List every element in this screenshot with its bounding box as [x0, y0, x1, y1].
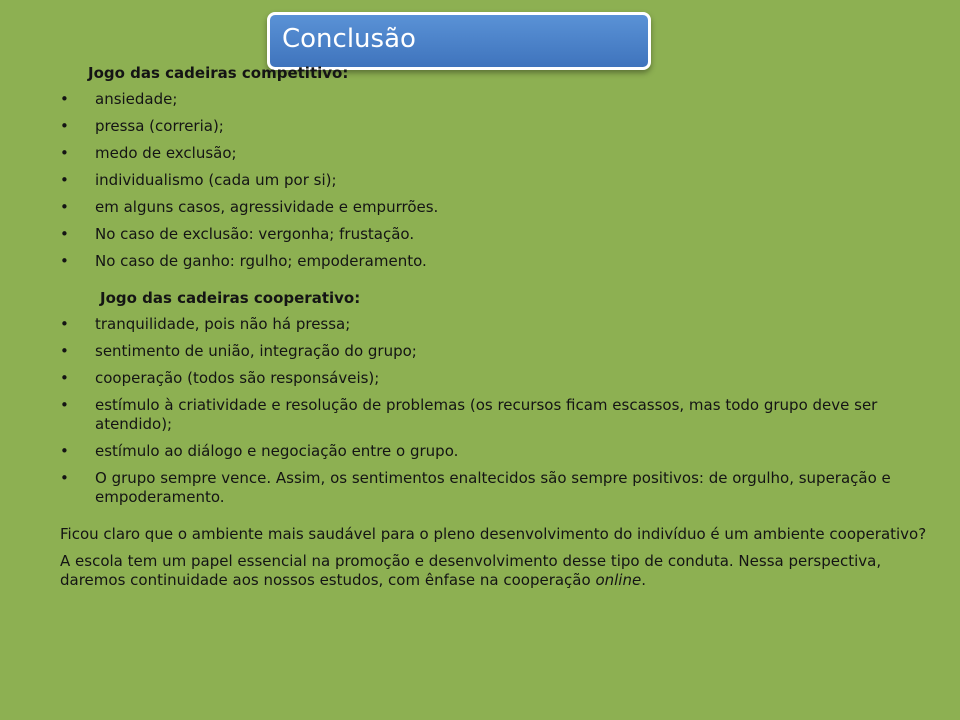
list-item [60, 469, 940, 507]
list-item [60, 198, 940, 217]
list-item-text: tranquilidade, pois não há pressa; [95, 315, 351, 333]
competitive-list [60, 90, 940, 271]
list-item [60, 315, 940, 334]
list-item-text: pressa (correria); [95, 117, 224, 135]
list-item-text: em alguns casos, agressividade e empurrões. [95, 198, 439, 216]
list-item-text: No caso de exclusão: vergonha; frustação. [95, 225, 415, 243]
closing-paragraph [60, 552, 940, 590]
list-item [60, 252, 940, 271]
list-item-text: No caso de ganho: rgulho; empoderamento. [95, 252, 427, 270]
bullet-icon: • [60, 117, 69, 135]
conclusion-question: Ficou claro que o ambiente mais saudável para o pleno desenvolvimento do indivíduo é um ambiente cooperativo? [60, 525, 927, 543]
bullet-icon: • [60, 315, 69, 333]
list-item [60, 171, 940, 190]
cooperative-list [60, 315, 940, 507]
list-item [60, 144, 940, 163]
competitive-heading: Jogo das cadeiras competitivo: [88, 64, 349, 82]
list-item [60, 396, 940, 434]
bullet-icon: • [60, 469, 69, 487]
bullet-icon: • [60, 369, 69, 387]
list-item [60, 342, 940, 361]
slide-title: Conclusão [282, 24, 416, 54]
bullet-icon: • [60, 144, 69, 162]
bullet-icon: • [60, 396, 69, 414]
bullet-icon: • [60, 90, 69, 108]
title-box [267, 12, 651, 70]
list-item-text: ansiedade; [95, 90, 178, 108]
bullet-icon: • [60, 225, 69, 243]
list-item-text: sentimento de união, integração do grupo; [95, 342, 417, 360]
list-item [60, 225, 940, 244]
closing-text: A escola tem um papel essencial na promoção e desenvolvimento desse tipo de conduta. Nessa perspectiva, daremos continuidade aos nossos estudos, com ênfase na cooperação [60, 552, 882, 589]
bullet-icon: • [60, 252, 69, 270]
list-item-text: individualismo (cada um por si); [95, 171, 337, 189]
list-item-text: medo de exclusão; [95, 144, 237, 162]
closing-emphasis: online [595, 571, 642, 589]
list-item [60, 90, 940, 109]
list-item [60, 369, 940, 388]
list-item-text: estímulo ao diálogo e negociação entre o grupo. [95, 442, 459, 460]
bullet-icon: • [60, 198, 69, 216]
bullet-icon: • [60, 442, 69, 460]
cooperative-heading: Jogo das cadeiras cooperativo: [100, 289, 361, 307]
list-item [60, 442, 940, 461]
list-item-text: O grupo sempre vence. Assim, os sentimentos enaltecidos são sempre positivos: de orgulho, superação e empoderamento. [95, 469, 891, 506]
list-item [60, 117, 940, 136]
bullet-icon: • [60, 171, 69, 189]
closing-end: . [641, 571, 646, 589]
list-item-text: cooperação (todos são responsáveis); [95, 369, 380, 387]
bullet-icon: • [60, 342, 69, 360]
list-item-text: estímulo à criatividade e resolução de problemas (os recursos ficam escassos, mas todo grupo deve ser atendido); [95, 396, 878, 433]
slide-content [60, 64, 940, 598]
